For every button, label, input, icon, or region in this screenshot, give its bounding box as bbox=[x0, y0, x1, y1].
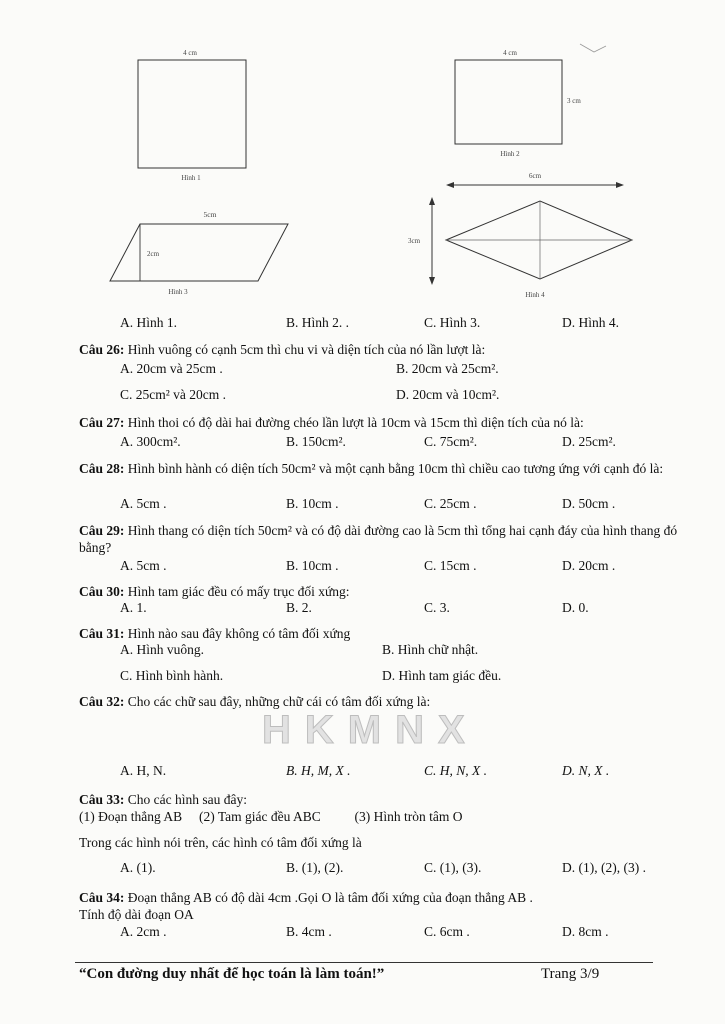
q28-option-d: D. 50cm . bbox=[562, 496, 616, 511]
q33-option-a: A. (1). bbox=[120, 860, 156, 875]
q33-items: (1) Đoạn thẳng AB (2) Tam giác đều ABC (3) Hình tròn tâm O bbox=[79, 809, 463, 824]
figure-hinh-3 bbox=[110, 210, 288, 296]
q26-option-b: B. 20cm và 25cm². bbox=[396, 361, 499, 376]
hinh4-diag-h-label: 6cm bbox=[528, 172, 542, 180]
q31-option-a: A. Hình vuông. bbox=[120, 642, 204, 657]
question-text: Cho các chữ sau đây, những chữ cái có tâm đối xứng là: bbox=[124, 694, 431, 709]
question-text: Hình tam giác đều có mấy trục đối xứng: bbox=[124, 584, 350, 599]
q26-option-c: C. 25cm² và 20cm . bbox=[120, 387, 227, 402]
question-34 bbox=[79, 889, 679, 906]
hinh2-height-label: 3 cm bbox=[567, 97, 581, 105]
q30-option-a: A. 1. bbox=[120, 600, 147, 615]
q25-option-d: D. Hình 4. bbox=[562, 315, 619, 330]
q26-option-a: A. 20cm và 25cm . bbox=[120, 361, 223, 376]
hinh3-label: Hình 3 bbox=[168, 288, 188, 296]
question-number: Câu 33: bbox=[79, 792, 125, 807]
q27-option-d: D. 25cm². bbox=[562, 434, 616, 449]
q29-option-b: B. 10cm . bbox=[286, 558, 339, 573]
hinh2-label: Hình 2 bbox=[500, 150, 520, 158]
question-text: Hình thang có diện tích 50cm² và có độ dài đường cao là 5cm thì tổng hai cạnh đáy của hình thang đó bằng? bbox=[79, 523, 678, 555]
question-30 bbox=[79, 583, 679, 600]
question-31 bbox=[79, 625, 679, 642]
question-29 bbox=[79, 522, 679, 556]
hinh4-label: Hình 4 bbox=[525, 291, 545, 299]
q32-option-b: B. H, M, X . bbox=[286, 763, 351, 778]
q27-option-a: A. 300cm². bbox=[120, 434, 181, 449]
q33-option-b: B. (1), (2). bbox=[286, 860, 344, 875]
question-number: Câu 26: bbox=[79, 342, 125, 357]
q34-option-d: D. 8cm . bbox=[562, 924, 609, 939]
q34-option-c: C. 6cm . bbox=[424, 924, 470, 939]
question-text: Đoạn thẳng AB có độ dài 4cm .Gọi O là tâm đối xứng của đoạn thẳng AB . bbox=[124, 890, 533, 905]
q33-option-d: D. (1), (2), (3) . bbox=[562, 860, 646, 875]
q29-option-a: A. 5cm . bbox=[120, 558, 167, 573]
q29-option-c: C. 15cm . bbox=[424, 558, 477, 573]
q26-option-d: D. 20cm và 10cm². bbox=[396, 387, 500, 402]
question-28 bbox=[79, 460, 679, 477]
q32-option-d: D. N, X . bbox=[562, 763, 610, 778]
hinh3-height-label: 2cm bbox=[147, 250, 160, 258]
q31-option-b: B. Hình chữ nhật. bbox=[382, 642, 479, 657]
q25-option-b: B. Hình 2. . bbox=[286, 315, 350, 330]
q33-option-c: C. (1), (3). bbox=[424, 860, 482, 875]
question-number: Câu 31: bbox=[79, 626, 125, 641]
hinh4-diag-v-label: 3cm bbox=[408, 237, 421, 245]
page-number: Trang 3/9 bbox=[541, 966, 600, 982]
question-text: Hình vuông có cạnh 5cm thì chu vi và diện tích của nó lần lượt là: bbox=[124, 342, 486, 357]
question-number: Câu 34: bbox=[79, 890, 125, 905]
figure-hinh-4 bbox=[408, 172, 632, 299]
q27-option-c: C. 75cm². bbox=[424, 434, 478, 449]
question-27 bbox=[79, 414, 679, 431]
question-number: Câu 30: bbox=[79, 584, 125, 599]
q25-option-a: A. Hình 1. bbox=[120, 315, 177, 330]
question-number: Câu 27: bbox=[79, 415, 125, 430]
q27-option-b: B. 150cm². bbox=[286, 434, 346, 449]
q31-option-c: C. Hình bình hành. bbox=[120, 668, 224, 683]
question-text: Hình nào sau đây không có tâm đối xứng bbox=[124, 626, 351, 641]
q34-prompt: Tính độ dài đoạn OA bbox=[79, 907, 194, 922]
q30-option-d: D. 0. bbox=[562, 600, 589, 615]
q28-option-a: A. 5cm . bbox=[120, 496, 167, 511]
q32-option-a: A. H, N. bbox=[120, 763, 167, 778]
figure-hinh-2 bbox=[455, 44, 606, 158]
question-text: Hình bình hành có diện tích 50cm² và một cạnh bằng 10cm thì chiều cao tương ứng với cạnh đó là: bbox=[124, 461, 664, 476]
footer-quote: “Con đường duy nhất để học toán là làm toán!” bbox=[79, 966, 385, 982]
hinh1-label: Hình 1 bbox=[181, 174, 201, 182]
q34-option-a: A. 2cm . bbox=[120, 924, 167, 939]
question-number: Câu 32: bbox=[79, 694, 125, 709]
hinh3-base-label: 5cm bbox=[203, 210, 217, 219]
q34-option-b: B. 4cm . bbox=[286, 924, 332, 939]
q25-option-c: C. Hình 3. bbox=[424, 315, 481, 330]
footer-rule bbox=[75, 962, 653, 963]
figure-hinh-1 bbox=[138, 49, 246, 182]
q30-option-b: B. 2. bbox=[286, 600, 312, 615]
q29-option-d: D. 20cm . bbox=[562, 558, 616, 573]
q28-option-b: B. 10cm . bbox=[286, 496, 339, 511]
question-number: Câu 28: bbox=[79, 461, 125, 476]
question-26 bbox=[79, 341, 679, 358]
hinh1-side-label: 4 cm bbox=[183, 49, 197, 57]
question-text: Cho các hình sau đây: bbox=[124, 792, 247, 807]
question-33 bbox=[79, 791, 679, 808]
figures-area bbox=[0, 0, 725, 310]
q33-prompt: Trong các hình nói trên, các hình có tâm đối xứng là bbox=[79, 835, 362, 850]
question-number: Câu 29: bbox=[79, 523, 125, 538]
symmetry-letters: HKMNX bbox=[262, 708, 479, 752]
q28-option-c: C. 25cm . bbox=[424, 496, 477, 511]
q32-option-c: C. H, N, X . bbox=[424, 763, 488, 778]
q31-option-d: D. Hình tam giác đều. bbox=[382, 668, 502, 683]
hinh2-width-label: 4 cm bbox=[503, 49, 517, 57]
question-text: Hình thoi có độ dài hai đường chéo lần lượt là 10cm và 15cm thì diện tích của nó là: bbox=[124, 415, 584, 430]
q30-option-c: C. 3. bbox=[424, 600, 450, 615]
